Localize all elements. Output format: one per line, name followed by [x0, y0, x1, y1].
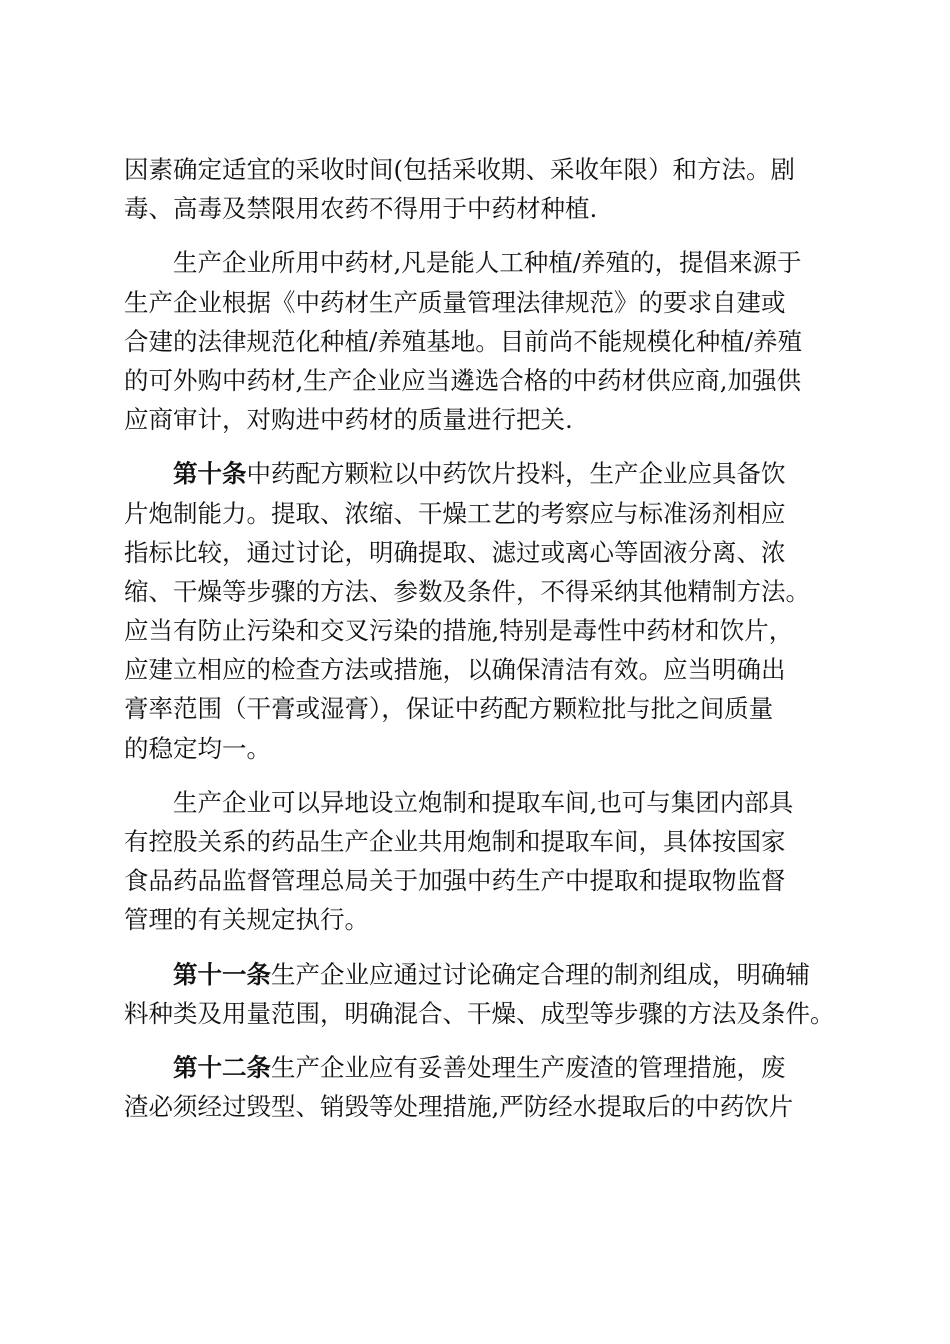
- text-line: [124, 454, 840, 493]
- document-body: [124, 150, 840, 1126]
- text-line: 毒、高毒及禁限用农药不得用于中药材种植.: [124, 194, 598, 224]
- article-text: 中药配方颗粒以中药饮片投料，生产企业应具备饮: [246, 459, 786, 489]
- text-line: 生产企业所用中药材,凡是能人工种植/养殖的，提倡来源于: [173, 248, 802, 278]
- text-line: 料种类及用量范围，明确混合、干燥、成型等步骤的方法及条件。: [124, 998, 835, 1028]
- text-line: [124, 1048, 840, 1087]
- article-text: 生产企业应通过讨论确定合理的制剂组成，明确辅: [271, 959, 810, 989]
- text-line: 生产企业根据《中药材生产质量管理法律规范》的要求自建或: [124, 287, 786, 317]
- paragraph-continuation: [124, 150, 840, 228]
- text-line: 有控股关系的药品生产企业共用炮制和提取车间，具体按国家: [124, 827, 786, 856]
- text-line: 应商审计，对购进中药材的质量进行把关.: [124, 405, 573, 435]
- article-heading: 第十一条: [173, 959, 271, 989]
- text-line: 指标比较，通过讨论，明确提取、滤过或离心等固液分离、浓: [124, 537, 786, 567]
- text-line: 片炮制能力。提取、浓缩、干燥工艺的考察应与标准汤剂相应: [124, 498, 786, 528]
- text-line: 合建的法律规范化种植/养殖基地。目前尚不能规模化种植/养殖: [124, 326, 803, 356]
- paragraph-workshop: [124, 783, 840, 940]
- text-line: 因素确定适宜的采收时间(包括采收期、采收年限）和方法。剧: [124, 155, 796, 184]
- paragraph-sourcing: [124, 243, 840, 439]
- text-line: 的可外购中药材,生产企业应当遴选合格的中药材供应商,加强供: [124, 365, 802, 395]
- paragraph-article-12: [124, 1048, 840, 1126]
- text-line: 缩、干燥等步骤的方法、参数及条件，不得采纳其他精制方法。: [124, 576, 810, 606]
- text-line: 生产企业可以异地设立炮制和提取车间,也可与集团内部具: [173, 787, 794, 817]
- text-line: [124, 955, 840, 994]
- text-line: 食品药品监督管理总局关于加强中药生产中提取和提取物监督: [124, 866, 786, 896]
- paragraph-article-10: [124, 454, 840, 768]
- article-text: 生产企业应有妥善处理生产废渣的管理措施，废: [271, 1052, 786, 1082]
- text-line: 管理的有关规定执行。: [124, 905, 369, 935]
- text-line: 的稳定均一。: [124, 733, 271, 763]
- text-line: 渣必须经过毁型、销毁等处理措施,严防经水提取后的中药饮片: [124, 1092, 794, 1122]
- text-line: 应建立相应的检查方法或措施，以确保清洁有效。应当明确出: [124, 655, 786, 685]
- text-line: 膏率范围（干膏或湿膏），保证中药配方颗粒批与批之间质量: [124, 694, 774, 724]
- article-heading: 第十条: [173, 459, 247, 489]
- text-line: 应当有防止污染和交叉污染的措施,特别是毒性中药材和饮片，: [124, 616, 794, 646]
- article-heading: 第十二条: [173, 1052, 271, 1082]
- paragraph-article-11: [124, 955, 840, 1033]
